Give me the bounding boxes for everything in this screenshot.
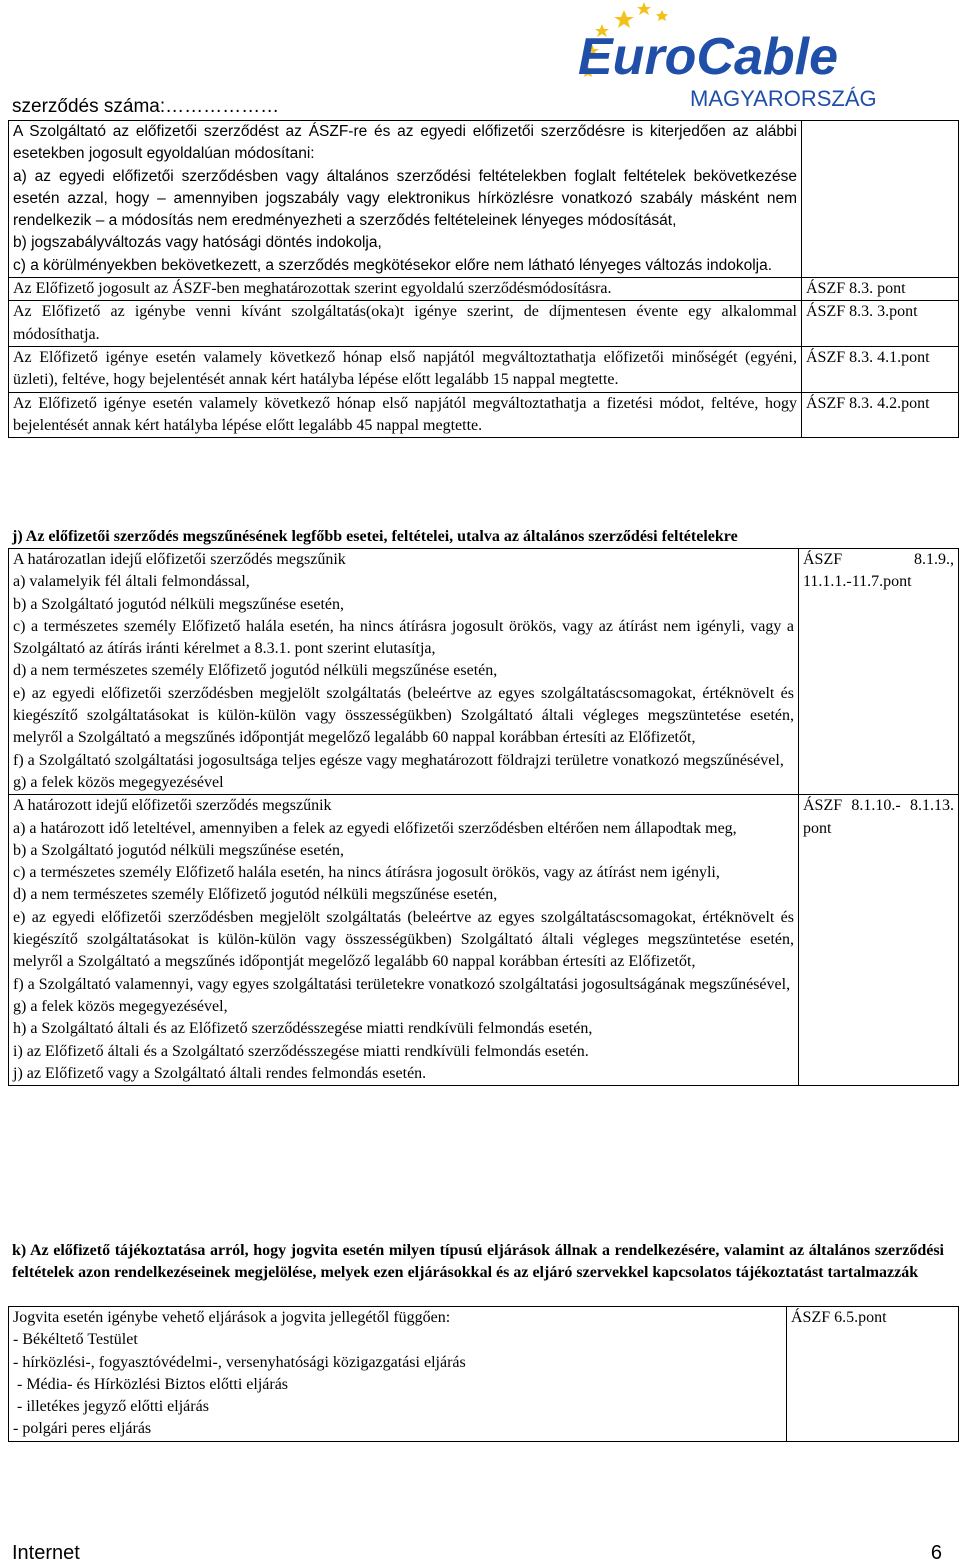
paragraph: c) a körülményekben bekövetkezett, a szerződés megkötésekor előre nem látható lényeges változás indokolja. xyxy=(13,256,773,274)
list-item: A határozatlan idejű előfizetői szerződés megszűnik xyxy=(13,551,346,568)
list-item: d) a nem természetes személy Előfizető jogutód nélküli megszűnése esetén, xyxy=(13,886,498,904)
list-item: d) a nem természetes személy Előfizető jogutód nélküli megszűnése esetén, xyxy=(13,662,498,680)
indefinite-contract-cases xyxy=(9,549,799,795)
list-item: b) a Szolgáltató jogutód nélküli megszűnése esetén, xyxy=(13,841,345,859)
section-k-heading: k) Az előfizető tájékoztatása arról, hogy jogvita esetén milyen típusú eljárások állnak a rendelkezésére, valamint az általános szerződési feltételek azon rendelkezéseinek megjelölése, melyek ezen eljárásokkal és az eljáró szervekkel kapcsolatos tájékoztatást tartalmazzák xyxy=(12,1242,944,1282)
list-item: c) a természetes személy Előfizető halála esetén, ha nincs átírásra jogosult örökös, vagy az átírást nem igényli, xyxy=(13,864,720,882)
svg-text:EuroCable: EuroCable xyxy=(578,28,839,86)
list-item: a) valamelyik fél általi felmondással, xyxy=(13,573,250,591)
modification-table xyxy=(8,120,959,438)
list-item: c) a természetes személy Előfizető halála esetén, ha nincs átírásra jogosult örökös, vagy az átírást nem igényli, vagy a Szolgáltató az átírás iránti kérelmet a 8.3.1. pont szerint elutasítja, xyxy=(13,617,794,658)
list-item: f) a Szolgáltató szolgáltatási jogosultsága teljes egésze vagy meghatározott földrajzi területre vonatkozó megszűnésével, xyxy=(13,751,784,769)
modification-intro xyxy=(9,121,802,278)
definite-contract-cases xyxy=(9,795,799,1086)
table-row xyxy=(9,346,959,392)
page-number: 6 xyxy=(930,1542,942,1564)
reference-cell: ÁSZF 8.3. pont xyxy=(802,278,959,301)
list-item: h) a Szolgáltató általi és az Előfizető szerződésszegése miatti rendkívüli felmondás esetén, xyxy=(13,1020,593,1038)
paragraph: A Szolgáltató az előfizetői szerződést az ÁSZF-re és az egyedi előfizetői szerződésre is kiterjedően az alábbi esetekben jogosult egyoldalúan módosítani: xyxy=(13,123,797,163)
svg-text:MAGYARORSZÁG: MAGYARORSZÁG xyxy=(690,86,877,110)
table-row xyxy=(9,549,959,795)
list-item: - Békéltető Testület xyxy=(13,1331,138,1349)
list-item: a) a határozott idő leteltével, amennyiben a felek az egyedi előfizetői szerződésben eltérően nem állapodtak meg, xyxy=(13,819,737,837)
list-item: f) a Szolgáltató valamennyi, vagy egyes szolgáltatási területekre vonatkozó szolgáltatási jogosultságának megszűnésével, xyxy=(13,975,791,993)
table-row xyxy=(9,121,959,278)
reference-cell: ÁSZF 8.1.9., 11.1.1.-11.7.pont xyxy=(799,549,959,795)
eurocable-logo xyxy=(572,2,892,110)
list-item: - polgári peres eljárás xyxy=(13,1420,152,1438)
list-item: g) a felek közös megegyezésével xyxy=(13,773,224,791)
dispute-procedures xyxy=(9,1307,787,1442)
reference-cell: ÁSZF 8.3. 4.1.pont xyxy=(802,346,959,392)
list-item: j) az Előfizető vagy a Szolgáltató általi rendes felmondás esetén. xyxy=(13,1064,427,1082)
list-item: g) a felek közös megegyezésével, xyxy=(13,997,228,1015)
list-item: A határozott idejű előfizetői szerződés megszűnik xyxy=(13,797,332,815)
table-row xyxy=(9,301,959,347)
list-item: - illetékes jegyző előtti eljárás xyxy=(13,1398,209,1416)
list-item: Jogvita esetén igénybe vehető eljárások a jogvita jellegétől függően: xyxy=(13,1309,451,1326)
reference-cell: ÁSZF 8.3. 4.2.pont xyxy=(802,392,959,438)
dispute-table xyxy=(8,1306,959,1442)
section-j-heading: j) Az előfizetői szerződés megszűnésének legfőbb esetei, feltételei, utalva az általános szerződési feltételekre xyxy=(12,528,738,545)
reference-cell: ÁSZF 8.1.10.- 8.1.13. pont xyxy=(799,795,959,1086)
contract-number: szerződés száma:……………… xyxy=(12,96,280,117)
termination-table xyxy=(8,548,959,1086)
table-row xyxy=(9,1307,959,1442)
list-item: i) az Előfizető általi és a Szolgáltató szerződésszegése miatti rendkívüli felmondás esetén. xyxy=(13,1042,589,1060)
reference-cell: ÁSZF 6.5.pont xyxy=(787,1307,959,1442)
list-item: e) az egyedi előfizetői szerződésben megjelölt szolgáltatás (beleértve az egyes szolgáltatáscsomagokat, értéknövelt és kiegészítő szolgáltatásokat is külön-külön vagy összességükben) Szolgáltató általi végleges megszüntetése esetén, melyről a Szolgáltató a megszűnés időpontját megelőző legalább 60 nappal korábban értesíti az Előfizetőt, xyxy=(13,908,794,971)
reference-cell xyxy=(802,121,959,278)
table-row xyxy=(9,795,959,1086)
footer-label: Internet xyxy=(12,1542,80,1564)
row-text: Az Előfizető az igénybe venni kívánt szolgáltatás(oka)t igénye szerint, de díjmentesen évente egy alkalommal módosíthatja. xyxy=(9,301,802,347)
paragraph: a) az egyedi előfizetői szerződésben vagy általános szerződési feltételekben foglalt feltételek bekövetkezése esetén azzal, hogy – amennyiben jogszabály vagy elektronikus hírközlésre vonatkozó szabály másként nem rendelkezik – a módosítás nem eredményezheti a szerződés feltételeinek lényeges módosítását, xyxy=(13,167,797,230)
list-item: - hírközlési-, fogyasztóvédelmi-, versenyhatósági közigazgatási eljárás xyxy=(13,1353,466,1371)
table-row xyxy=(9,392,959,438)
list-item: - Média- és Hírközlési Biztos előtti eljárás xyxy=(13,1375,289,1393)
paragraph: b) jogszabályváltozás vagy hatósági döntés indokolja, xyxy=(13,234,382,252)
row-text: Az Előfizető jogosult az ÁSZF-ben meghatározottak szerint egyoldalú szerződésmódosításra. xyxy=(9,278,802,301)
row-text: Az Előfizető igénye esetén valamely következő hónap első napjától megváltoztathatja előfizetői minőségét (egyéni, üzleti), feltéve, hogy bejelentését annak kért hatályba lépése előtt legalább 15 nappal megtette. xyxy=(9,346,802,392)
row-text: Az Előfizető igénye esetén valamely következő hónap első napjától megváltoztathatja a fizetési módot, feltéve, hogy bejelentését annak kért hatályba lépése előtt legalább 45 nappal megtette. xyxy=(9,392,802,438)
list-item: e) az egyedi előfizetői szerződésben megjelölt szolgáltatás (beleértve az egyes szolgáltatáscsomagokat, értéknövelt és kiegészítő szolgáltatásokat is külön-külön vagy összességükben) Szolgáltató általi végleges megszüntetése esetén, melyről a Szolgáltató a megszűnés időpontját megelőző legalább 60 nappal korábban értesíti az Előfizetőt, xyxy=(13,684,794,747)
reference-cell: ÁSZF 8.3. 3.pont xyxy=(802,301,959,347)
list-item: b) a Szolgáltató jogutód nélküli megszűnése esetén, xyxy=(13,595,345,613)
table-row xyxy=(9,278,959,301)
